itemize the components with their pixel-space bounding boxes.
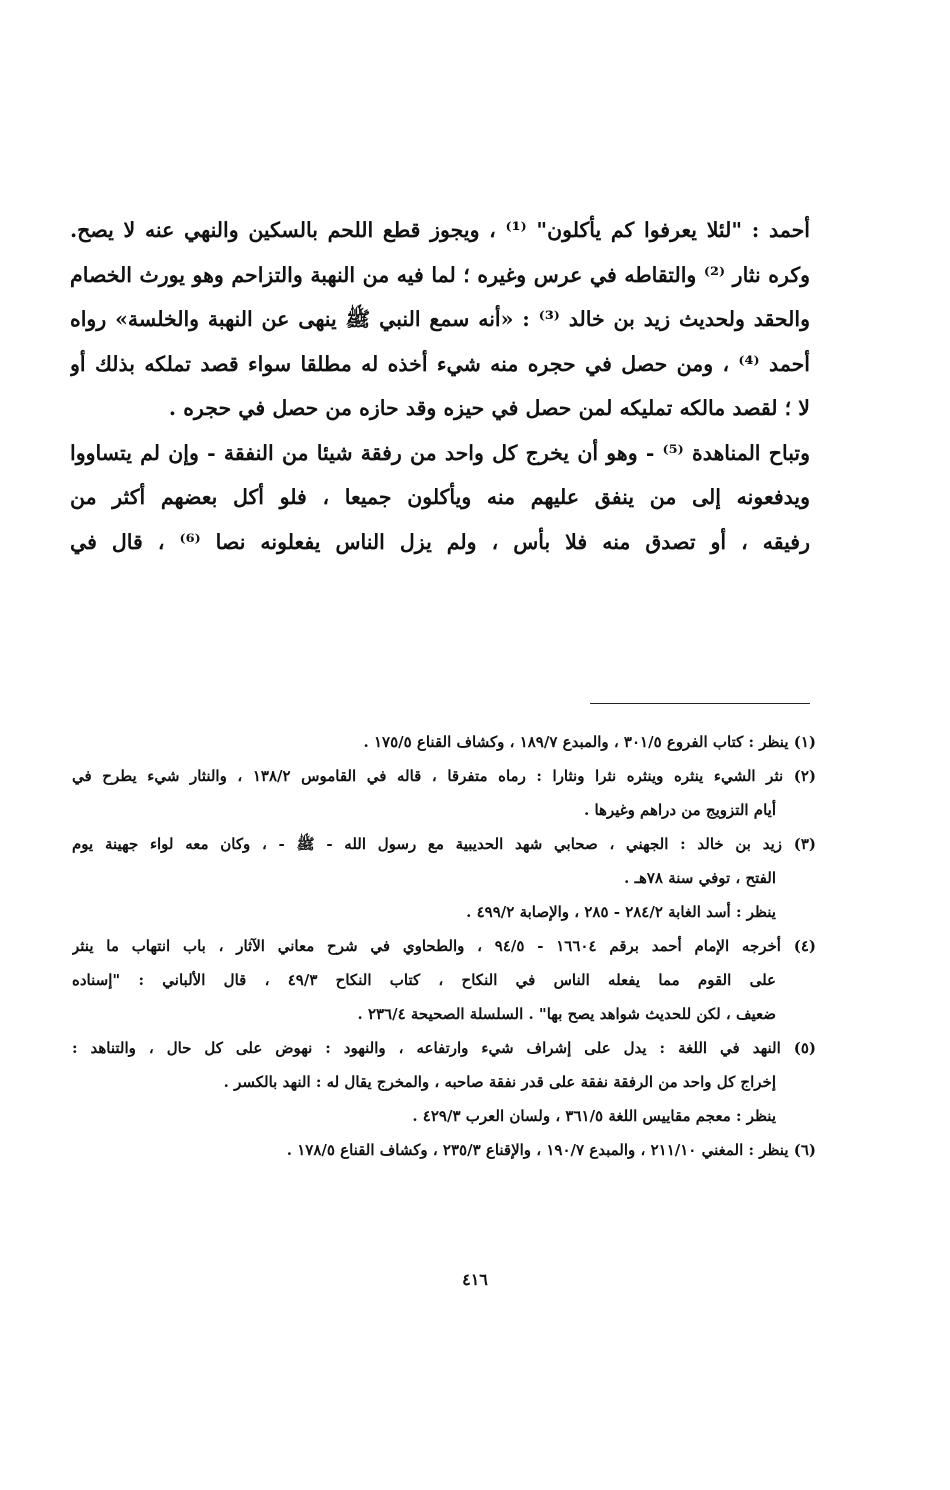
footnote-3-line-3: ينظر : أسد الغابة ٢٨٤/٢ - ٢٨٥ ، والإصابة ٤٩٩/٢ . <box>466 903 776 921</box>
body-line-4: أحمد ⁽⁴⁾ ، ومن حصل في حجره منه شيء أخذه له مطلقا سواء قصد تملكه بذلك أو <box>70 351 810 376</box>
footnote-2-line-2: أيام التزويج من دراهم وغيرها . <box>584 801 776 819</box>
footnote-4-line-1: (٤) أخرجه الإمام أحمد برقم ١٦٦٠٤ - ٩٤/٥ ، والطحاوي في شرح معاني الآثار ، باب انتهاب ما ينثر <box>72 937 816 955</box>
footnote-5-line-3: ينظر : معجم مقاييس اللغة ٣٦١/٥ ، ولسان العرب ٤٢٩/٣ . <box>412 1107 776 1125</box>
footnote-separator <box>590 703 810 704</box>
footnote-3-line-1: (٣) زيد بن خالد : الجهني ، صحابي شهد الحديبية مع رسول الله - ﷺ - ، وكان معه لواء جهينة يوم <box>72 835 816 853</box>
body-line-1: أحمد : "لئلا يعرفوا كم يأكلون" ⁽¹⁾ ، ويجوز قطع اللحم بالسكين والنهي عنه لا يصح. <box>70 218 810 242</box>
body-line-7: ويدفعونه إلى من ينفق عليهم منه ويأكلون جميعا ، فلو أكل بعضهم أكثر من <box>70 485 810 509</box>
footnote-5-line-1: (٥) النهد في اللغة : يدل على إشراف شيء وارتفاعه ، والنهود : نهوض على كل حال ، والتناهد : <box>72 1039 816 1057</box>
footnote-6: (٦) ينظر : المغني ٢١١/١٠ ، والمبدع ١٩٠/٧ ، والإقناع ٢٣٥/٣ ، وكشاف القناع ١٧٨/٥ . <box>286 1141 816 1159</box>
main-body-text <box>70 208 810 564</box>
footnote-4-line-2: على القوم مما يفعله الناس في النكاح ، كتاب النكاح ٤٩/٣ ، قال الألباني : "إسناده <box>72 971 776 989</box>
page-number: ٤١٦ <box>462 1270 488 1289</box>
footnote-2-line-1: (٢) نثر الشيء ينثره وينثره نثرا ونثارا : رماه متفرقا ، قاله في القاموس ١٣٨/٢ ، والنثار شيء يطرح في <box>72 767 816 785</box>
body-line-3: والحقد ولحديث زيد بن خالد ⁽³⁾ : «أنه سمع النبي ﷺ ينهى عن النهبة والخلسة» رواه <box>70 307 810 331</box>
body-line-2: وكره نثار ⁽²⁾ والتقاطه في عرس وغيره ؛ لما فيه من النهبة والتزاحم وهو يورث الخصام <box>70 262 810 287</box>
footnote-4-line-3: ضعيف ، لكن للحديث شواهد يصح بها" . السلسلة الصحيحة ٢٣٦/٤ . <box>357 1005 776 1023</box>
footnotes-section <box>72 725 816 1167</box>
footnote-3-line-2: الفتح ، توفي سنة ٧٨هـ . <box>624 869 776 887</box>
body-line-5: لا ؛ لقصد مالكه تمليكه لمن حصل في حيزه وقد حازه من حصل في حجره . <box>168 396 810 420</box>
footnote-5-line-2: إخراج كل واحد من الرفقة نفقة على قدر نفقة صاحبه ، والمخرج يقال له : النهد بالكسر . <box>223 1073 776 1091</box>
footnote-1: (١) ينظر : كتاب الفروع ٣٠١/٥ ، والمبدع ١٨٩/٧ ، وكشاف القناع ١٧٥/٥ . <box>363 733 816 751</box>
body-line-6: وتباح المناهدة ⁽⁵⁾ - وهو أن يخرج كل واحد من رفقة شيئا من النفقة - وإن لم يتساووا <box>70 440 810 465</box>
body-line-8: رفيقه ، أو تصدق منه فلا بأس ، ولم يزل الناس يفعلونه نصا ⁽⁶⁾ ، قال في <box>70 529 810 554</box>
